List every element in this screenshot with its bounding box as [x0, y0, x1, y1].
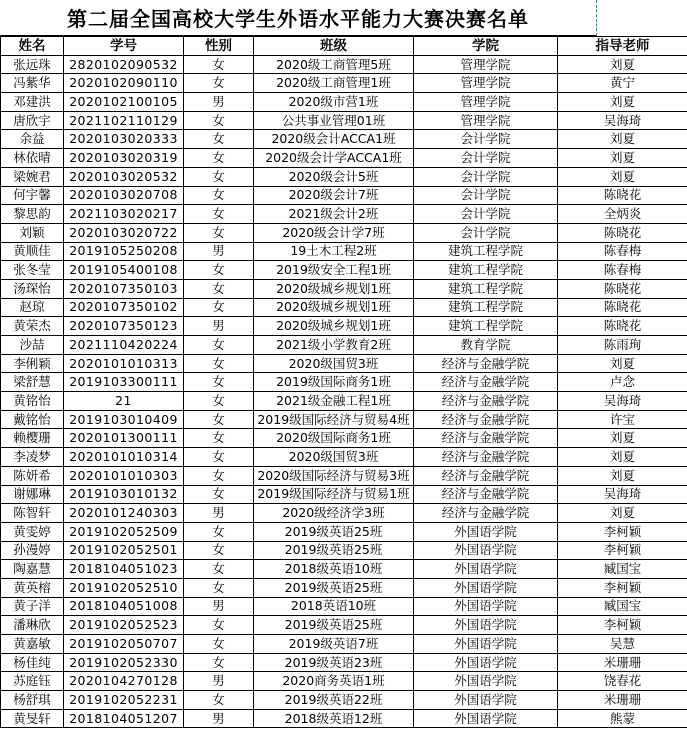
table-row [1, 298, 687, 317]
cell-student-id[interactable]: 2020107350123 [64, 317, 184, 336]
cell-class[interactable]: 2020级会计ACCA1班 [254, 130, 414, 149]
cell-advisor[interactable]: 陈晓花 [558, 186, 687, 205]
cell-name[interactable]: 张远珠 [1, 55, 64, 74]
cell-advisor[interactable]: 吴海琦 [558, 392, 687, 411]
col-header-college[interactable]: 学院 [414, 37, 558, 56]
cell-advisor[interactable]: 陈雨珣 [558, 336, 687, 355]
cell-advisor[interactable]: 吴海琦 [558, 485, 687, 504]
table-row [1, 578, 687, 597]
cell-advisor[interactable]: 熊蒙 [558, 709, 687, 728]
cell-college[interactable]: 外国语学院 [414, 653, 558, 672]
cell-gender[interactable]: 女 [184, 261, 254, 280]
cell-advisor[interactable]: 米珊珊 [558, 653, 687, 672]
cell-name[interactable]: 黄雯婷 [1, 522, 64, 541]
cell-gender[interactable]: 女 [184, 298, 254, 317]
cell-college[interactable]: 经济与金融学院 [414, 448, 558, 467]
cell-class[interactable]: 2021级小学教育2班 [254, 336, 414, 355]
col-header-gender[interactable]: 性别 [184, 37, 254, 56]
table-row [1, 186, 687, 205]
cell-advisor[interactable]: 陈晓花 [558, 279, 687, 298]
col-header-class[interactable]: 班级 [254, 37, 414, 56]
cell-college[interactable]: 经济与金融学院 [414, 410, 558, 429]
cell-class[interactable]: 2018英语10班 [254, 597, 414, 616]
cell-student-id[interactable]: 2020103020722 [64, 223, 184, 242]
cell-advisor[interactable]: 刘夏 [558, 429, 687, 448]
col-header-name[interactable]: 姓名 [1, 37, 64, 56]
cell-class[interactable]: 2019级英语23班 [254, 653, 414, 672]
cell-student-id[interactable]: 2020101010303 [64, 466, 184, 485]
cell-name[interactable]: 梁婉君 [1, 167, 64, 186]
cell-gender[interactable]: 男 [184, 597, 254, 616]
cell-gender[interactable]: 男 [184, 242, 254, 261]
cell-advisor[interactable]: 刘夏 [558, 448, 687, 467]
cell-gender[interactable]: 女 [184, 167, 254, 186]
cell-class[interactable]: 2019级英语25班 [254, 616, 414, 635]
cell-name[interactable]: 沙喆 [1, 336, 64, 355]
table-row [1, 149, 687, 168]
cell-gender[interactable]: 女 [184, 616, 254, 635]
col-header-student-id[interactable]: 学号 [64, 37, 184, 56]
roster-table [0, 36, 687, 728]
cell-class[interactable]: 2018级英语10班 [254, 560, 414, 579]
cell-student-id[interactable]: 2019102052231 [64, 691, 184, 710]
table-row [1, 560, 687, 579]
cell-student-id[interactable]: 2020103020319 [64, 149, 184, 168]
table-row [1, 373, 687, 392]
cell-name[interactable]: 黄荣杰 [1, 317, 64, 336]
cell-class[interactable]: 2020级城乡规划1班 [254, 298, 414, 317]
cell-name[interactable]: 黄嘉敏 [1, 635, 64, 654]
cell-name[interactable]: 李俐颖 [1, 354, 64, 373]
cell-class[interactable]: 2020级会计5班 [254, 167, 414, 186]
cell-student-id[interactable]: 2020104270128 [64, 672, 184, 691]
cell-college[interactable]: 管理学院 [414, 111, 558, 130]
cell-name[interactable]: 李凌梦 [1, 448, 64, 467]
cell-name[interactable]: 邓建洪 [1, 93, 64, 112]
cell-advisor[interactable]: 刘夏 [558, 130, 687, 149]
cell-student-id[interactable]: 2020107350103 [64, 279, 184, 298]
cell-advisor[interactable]: 李柯颖 [558, 616, 687, 635]
cell-class[interactable]: 2019级英语25班 [254, 541, 414, 560]
cell-college[interactable]: 经济与金融学院 [414, 485, 558, 504]
cell-advisor[interactable]: 刘夏 [558, 93, 687, 112]
cell-student-id[interactable]: 2019102052501 [64, 541, 184, 560]
cell-student-id[interactable]: 2019103300111 [64, 373, 184, 392]
cell-gender[interactable]: 女 [184, 111, 254, 130]
cell-class[interactable]: 2019级英语25班 [254, 578, 414, 597]
cell-college[interactable]: 建筑工程学院 [414, 261, 558, 280]
cell-name[interactable]: 杨舒琪 [1, 691, 64, 710]
cell-class[interactable]: 2019级国际经济与贸易4班 [254, 410, 414, 429]
cell-gender[interactable]: 女 [184, 429, 254, 448]
cell-college[interactable]: 外国语学院 [414, 597, 558, 616]
table-row [1, 429, 687, 448]
table-row [1, 504, 687, 523]
cell-college[interactable]: 经济与金融学院 [414, 504, 558, 523]
cell-student-id[interactable]: 2021110420224 [64, 336, 184, 355]
cell-college[interactable]: 外国语学院 [414, 635, 558, 654]
cell-class[interactable]: 2020级工商管理1班 [254, 74, 414, 93]
cell-name[interactable]: 陈智轩 [1, 504, 64, 523]
cell-college[interactable]: 经济与金融学院 [414, 373, 558, 392]
cell-gender[interactable]: 女 [184, 635, 254, 654]
cell-advisor[interactable]: 李柯颖 [558, 578, 687, 597]
cell-gender[interactable]: 女 [184, 149, 254, 168]
table-row [1, 691, 687, 710]
cell-name[interactable]: 冯紫华 [1, 74, 64, 93]
cell-name[interactable]: 潘琳欣 [1, 616, 64, 635]
cell-class[interactable]: 2021级金融工程1班 [254, 392, 414, 411]
cell-advisor[interactable]: 陈春梅 [558, 242, 687, 261]
cell-name[interactable]: 汤琛怡 [1, 279, 64, 298]
cell-advisor[interactable]: 卢念 [558, 373, 687, 392]
cell-student-id[interactable]: 21 [64, 392, 184, 411]
cell-name[interactable]: 苏庭钰 [1, 672, 64, 691]
table-row [1, 261, 687, 280]
table-row [1, 597, 687, 616]
cell-class[interactable]: 2020级国贸3班 [254, 448, 414, 467]
cell-student-id[interactable]: 2019102052523 [64, 616, 184, 635]
cell-name[interactable]: 谢娜琳 [1, 485, 64, 504]
cell-student-id[interactable]: 2020102090110 [64, 74, 184, 93]
cell-name[interactable]: 刘颖 [1, 223, 64, 242]
cell-college[interactable]: 管理学院 [414, 93, 558, 112]
cell-college[interactable]: 管理学院 [414, 74, 558, 93]
cell-class[interactable]: 2020级国际经济与贸易3班 [254, 466, 414, 485]
cell-advisor[interactable]: 许宝 [558, 410, 687, 429]
table-row [1, 392, 687, 411]
cell-gender[interactable]: 女 [184, 205, 254, 224]
cell-class[interactable]: 2020级经济学3班 [254, 504, 414, 523]
cell-name[interactable]: 张冬莹 [1, 261, 64, 280]
cell-advisor[interactable]: 陈晓花 [558, 317, 687, 336]
cell-student-id[interactable]: 2020103020532 [64, 167, 184, 186]
cell-class[interactable]: 公共事业管理01班 [254, 111, 414, 130]
cell-student-id[interactable]: 2020103020333 [64, 130, 184, 149]
cell-gender[interactable]: 女 [184, 560, 254, 579]
cell-gender[interactable]: 女 [184, 55, 254, 74]
cell-college[interactable]: 经济与金融学院 [414, 429, 558, 448]
cell-class[interactable]: 2020商务英语1班 [254, 672, 414, 691]
cell-college[interactable]: 外国语学院 [414, 616, 558, 635]
table-row [1, 485, 687, 504]
header-row [1, 37, 687, 56]
cell-college[interactable]: 教育学院 [414, 336, 558, 355]
cell-class[interactable]: 2019级英语25班 [254, 522, 414, 541]
cell-college[interactable]: 外国语学院 [414, 672, 558, 691]
cell-class[interactable]: 2018级英语12班 [254, 709, 414, 728]
cell-student-id[interactable]: 2018104051008 [64, 597, 184, 616]
cell-student-id[interactable]: 2020107350102 [64, 298, 184, 317]
table-row [1, 709, 687, 728]
cell-class[interactable]: 2021级会计2班 [254, 205, 414, 224]
cell-college[interactable]: 外国语学院 [414, 578, 558, 597]
cell-advisor[interactable]: 全炳炎 [558, 205, 687, 224]
cell-name[interactable]: 黄顺佳 [1, 242, 64, 261]
cell-college[interactable]: 会计学院 [414, 130, 558, 149]
cell-advisor[interactable]: 陈晓花 [558, 298, 687, 317]
cell-advisor[interactable]: 刘夏 [558, 167, 687, 186]
cell-student-id[interactable]: 2019102052510 [64, 578, 184, 597]
cell-gender[interactable]: 女 [184, 541, 254, 560]
cell-class[interactable]: 2020级市营1班 [254, 93, 414, 112]
cell-college[interactable]: 经济与金融学院 [414, 466, 558, 485]
cell-class[interactable]: 2020级城乡规划1班 [254, 317, 414, 336]
cell-class[interactable]: 2020级会计学ACCA1班 [254, 149, 414, 168]
cell-college[interactable]: 会计学院 [414, 149, 558, 168]
cell-class[interactable]: 2019级英语7班 [254, 635, 414, 654]
cell-gender[interactable]: 女 [184, 522, 254, 541]
table-row [1, 448, 687, 467]
cell-gender[interactable]: 女 [184, 691, 254, 710]
table-row [1, 93, 687, 112]
cell-advisor[interactable]: 臧国宝 [558, 560, 687, 579]
cell-college[interactable]: 会计学院 [414, 167, 558, 186]
cell-name[interactable]: 黎思韵 [1, 205, 64, 224]
cell-name[interactable]: 黄子洋 [1, 597, 64, 616]
cell-college[interactable]: 会计学院 [414, 223, 558, 242]
cell-name[interactable]: 黄铭怡 [1, 392, 64, 411]
cell-class[interactable]: 2020级会计7班 [254, 186, 414, 205]
cell-gender[interactable]: 女 [184, 130, 254, 149]
cell-gender[interactable]: 男 [184, 672, 254, 691]
cell-advisor[interactable]: 李柯颖 [558, 522, 687, 541]
table-row [1, 466, 687, 485]
cell-student-id[interactable]: 2019103010132 [64, 485, 184, 504]
cell-advisor[interactable]: 饶春花 [558, 672, 687, 691]
table-row [1, 635, 687, 654]
cell-student-id[interactable]: 2019102052509 [64, 522, 184, 541]
cell-name[interactable]: 黄旻轩 [1, 709, 64, 728]
cell-name[interactable]: 梁舒慧 [1, 373, 64, 392]
cell-advisor[interactable]: 黄宁 [558, 74, 687, 93]
cell-advisor[interactable]: 刘夏 [558, 466, 687, 485]
cell-gender[interactable]: 女 [184, 410, 254, 429]
cell-student-id[interactable]: 2019105400108 [64, 261, 184, 280]
cell-student-id[interactable]: 2020101300111 [64, 429, 184, 448]
cell-college[interactable]: 建筑工程学院 [414, 298, 558, 317]
cell-name[interactable]: 戴铭怡 [1, 410, 64, 429]
cell-gender[interactable]: 女 [184, 466, 254, 485]
table-row [1, 55, 687, 74]
table-row [1, 317, 687, 336]
table-row [1, 336, 687, 355]
cell-class[interactable]: 19土木工程2班 [254, 242, 414, 261]
cell-gender[interactable]: 女 [184, 485, 254, 504]
table-row [1, 223, 687, 242]
cell-class[interactable]: 2020级城乡规划1班 [254, 279, 414, 298]
cell-college[interactable]: 建筑工程学院 [414, 279, 558, 298]
cell-gender[interactable]: 女 [184, 653, 254, 672]
table-row [1, 672, 687, 691]
cell-gender[interactable]: 女 [184, 373, 254, 392]
cell-name[interactable]: 黄英榕 [1, 578, 64, 597]
cell-college[interactable]: 外国语学院 [414, 709, 558, 728]
cell-student-id[interactable]: 2018104051023 [64, 560, 184, 579]
page-break-line [596, 0, 597, 36]
table-row [1, 410, 687, 429]
col-header-advisor[interactable]: 指导老师 [558, 37, 687, 56]
cell-advisor[interactable]: 刘夏 [558, 504, 687, 523]
cell-name[interactable]: 孙漫婷 [1, 541, 64, 560]
cell-student-id[interactable]: 2019103010409 [64, 410, 184, 429]
cell-advisor[interactable]: 刘夏 [558, 149, 687, 168]
table-row [1, 74, 687, 93]
cell-name[interactable]: 赵琼 [1, 298, 64, 317]
cell-college[interactable]: 建筑工程学院 [414, 317, 558, 336]
cell-gender[interactable]: 女 [184, 392, 254, 411]
cell-advisor[interactable]: 陈晓花 [558, 223, 687, 242]
cell-college[interactable]: 会计学院 [414, 186, 558, 205]
cell-gender[interactable]: 男 [184, 93, 254, 112]
cell-college[interactable]: 外国语学院 [414, 522, 558, 541]
cell-gender[interactable]: 女 [184, 279, 254, 298]
cell-class[interactable]: 2019级国际商务1班 [254, 373, 414, 392]
table-row [1, 354, 687, 373]
cell-student-id[interactable]: 2020101240303 [64, 504, 184, 523]
cell-advisor[interactable]: 刘夏 [558, 55, 687, 74]
cell-student-id[interactable]: 2019105250208 [64, 242, 184, 261]
cell-class[interactable]: 2020级国贸3班 [254, 354, 414, 373]
cell-college[interactable]: 外国语学院 [414, 691, 558, 710]
table-row [1, 522, 687, 541]
cell-gender[interactable]: 女 [184, 336, 254, 355]
cell-class[interactable]: 2019级国际经济与贸易1班 [254, 485, 414, 504]
cell-gender[interactable]: 男 [184, 317, 254, 336]
table-row [1, 111, 687, 130]
cell-gender[interactable]: 男 [184, 709, 254, 728]
cell-student-id[interactable]: 2021103020217 [64, 205, 184, 224]
cell-name[interactable]: 陈妍希 [1, 466, 64, 485]
table-row [1, 242, 687, 261]
cell-college[interactable]: 建筑工程学院 [414, 242, 558, 261]
cell-college[interactable]: 会计学院 [414, 205, 558, 224]
cell-college[interactable]: 外国语学院 [414, 560, 558, 579]
cell-advisor[interactable]: 陈春梅 [558, 261, 687, 280]
cell-student-id[interactable]: 2018104051207 [64, 709, 184, 728]
cell-advisor[interactable]: 刘夏 [558, 354, 687, 373]
cell-name[interactable]: 林依晴 [1, 149, 64, 168]
cell-name[interactable]: 余益 [1, 130, 64, 149]
cell-gender[interactable]: 女 [184, 354, 254, 373]
cell-student-id[interactable]: 2020102100105 [64, 93, 184, 112]
cell-class[interactable]: 2019级安全工程1班 [254, 261, 414, 280]
table-row [1, 541, 687, 560]
cell-gender[interactable]: 女 [184, 448, 254, 467]
cell-name[interactable]: 杨佳纯 [1, 653, 64, 672]
cell-name[interactable]: 何宇馨 [1, 186, 64, 205]
cell-advisor[interactable]: 吴海琦 [558, 111, 687, 130]
cell-gender[interactable]: 女 [184, 74, 254, 93]
cell-college[interactable]: 管理学院 [414, 55, 558, 74]
cell-gender[interactable]: 女 [184, 578, 254, 597]
cell-gender[interactable]: 女 [184, 186, 254, 205]
table-row [1, 167, 687, 186]
cell-class[interactable]: 2020级国际商务1班 [254, 429, 414, 448]
cell-student-id[interactable]: 2820102090532 [64, 55, 184, 74]
cell-advisor[interactable]: 臧国宝 [558, 597, 687, 616]
table-row [1, 279, 687, 298]
cell-name[interactable]: 唐欣宇 [1, 111, 64, 130]
cell-student-id[interactable]: 2020101010314 [64, 448, 184, 467]
cell-gender[interactable]: 男 [184, 504, 254, 523]
cell-advisor[interactable]: 李柯颖 [558, 541, 687, 560]
cell-advisor[interactable]: 米珊珊 [558, 691, 687, 710]
table-row [1, 653, 687, 672]
cell-advisor[interactable]: 吴慧 [558, 635, 687, 654]
cell-college[interactable]: 经济与金融学院 [414, 392, 558, 411]
cell-gender[interactable]: 女 [184, 223, 254, 242]
cell-class[interactable]: 2020级会计学7班 [254, 223, 414, 242]
sheet-title: 第二届全国高校大学生外语水平能力大赛决赛名单 [0, 0, 596, 36]
table-row [1, 616, 687, 635]
cell-student-id[interactable]: 2019102050707 [64, 635, 184, 654]
cell-student-id[interactable]: 2019102052330 [64, 653, 184, 672]
cell-class[interactable]: 2019级英语22班 [254, 691, 414, 710]
cell-college[interactable]: 经济与金融学院 [414, 354, 558, 373]
cell-name[interactable]: 陶嘉慧 [1, 560, 64, 579]
cell-student-id[interactable]: 2020101010313 [64, 354, 184, 373]
cell-class[interactable]: 2020级工商管理5班 [254, 55, 414, 74]
table-row [1, 205, 687, 224]
cell-college[interactable]: 外国语学院 [414, 541, 558, 560]
table-row [1, 130, 687, 149]
cell-name[interactable]: 赖樱珊 [1, 429, 64, 448]
cell-student-id[interactable]: 2020103020708 [64, 186, 184, 205]
cell-student-id[interactable]: 2021102110129 [64, 111, 184, 130]
